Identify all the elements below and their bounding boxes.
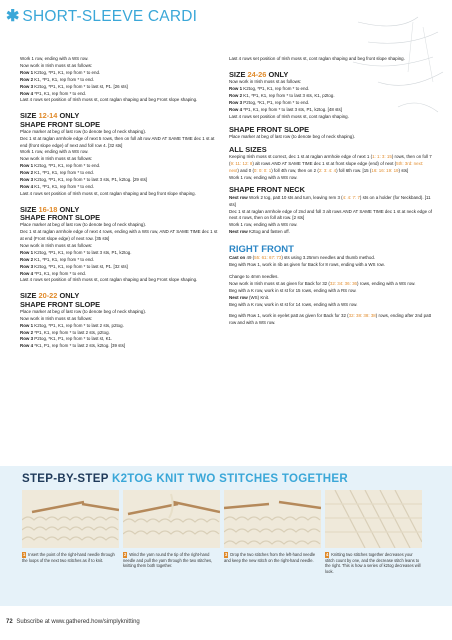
text-line: Place marker at beg of last row (to denote beg of neck shaping). (20, 128, 147, 134)
step-photo-2 (123, 490, 220, 548)
text-line: Beg with Row 1, work in eyelet patt as given for Back for 32 (32: 38: 38: 38) rows, ending after 2nd patt row and with a WS row. (229, 313, 432, 326)
row-line: Row 1 K2tog, *P1, K1, rep from * to end. (20, 163, 101, 169)
text-line: Now work in Irish moss st as follows: (20, 315, 93, 321)
row-line: Row 4 *K1, P1, rep from * to last 2 sts, k2tog. [39 sts] (20, 343, 126, 349)
left-column (20, 56, 220, 350)
text-line: Last 4 rows set position of Irish moss st, cont raglan shaping and beg Front slope shaping. (20, 97, 198, 103)
subheading: SHAPE FRONT SLOPE (20, 299, 101, 309)
step-caption-4: 4 Knitting two stitches together decreases your stitch count by one, and the decrease stitch leans to the right. This is how a series of k2tog decreases will look. (325, 552, 421, 574)
row-line: Row 2 K1, *P1, K1, rep from * to last 3 sts, K1, p2tog. (229, 92, 335, 98)
text-line: Place marker at beg of last row (to denote beg of neck shaping). (229, 133, 356, 139)
row-line: Row 1 K2tog, *P1, K1, rep from * to end. (229, 86, 310, 92)
page-title: SHORT-SLEEVE CARDI (22, 8, 198, 25)
text-line: Last 4 rows set position of Irish moss st, cont raglan shaping and beg front slope shaping. (20, 190, 196, 196)
row-line: Row 2 *P1, K1, rep from * to last 2 sts, p2tog. (20, 329, 110, 335)
text-line: Now work in Irish moss st as follows: (20, 242, 93, 248)
size-heading-12-14: SIZE 12-14 ONLY (20, 111, 80, 121)
row-line: Row 3 K2tog, *P1, K1, rep from * to last 3 sts, P1, k2tog. [29 sts] (20, 177, 148, 183)
text-line: Next row Work 2 tog, patt 10 sts and turn, leaving rem 3 (4: 4: 7: 7) sts on a holder (for Neckband). [11 sts] (229, 194, 431, 207)
row-line: Row 1 K2tog, *P1, K1, rep from * to last 3 sts, P1, k2tog. (20, 249, 132, 255)
page-number: 72 (6, 619, 13, 625)
row-line: Row 4 *P1, K1, rep from * to end. (20, 270, 87, 276)
row-line: Row 2 K1, *P1, K1, rep from * to end. (20, 256, 95, 262)
section-heading-right-front: RIGHT FRONT (229, 244, 294, 256)
subheading: SHAPE FRONT SLOPE (20, 119, 101, 129)
page-header (6, 6, 197, 28)
size-heading-24-26: SIZE 24-26 ONLY (229, 69, 289, 79)
text-line: Change to 4mm needles. (229, 273, 279, 279)
size-heading-20-22: SIZE 20-22 ONLY (20, 291, 80, 301)
step-photo-3 (224, 490, 321, 548)
text-line: Next row K2tog and fasten off. (229, 229, 290, 235)
text-line: Work 1 row, ending with a WS row. (20, 56, 89, 61)
text-line: Work 1 row, ending with a WS row. (229, 222, 298, 228)
subheading: SHAPE FRONT NECK (229, 185, 305, 195)
step-photo-4 (325, 490, 422, 548)
asterisk-icon: ✱ (6, 8, 20, 25)
size-heading-16-18: SIZE 16-18 ONLY (20, 204, 80, 214)
row-line: Row 3 K2tog, *P1, K1, rep from * to last st, P1. [26 sts] (20, 83, 128, 89)
step-photo-1 (22, 490, 119, 548)
row-line: Row 4 K1, *P1, K1, rep from * to end. (20, 184, 95, 189)
text-line: Now work in Irish moss st as follows: (20, 156, 93, 162)
text-line: Last 4 rows set position of Irish moss st, cont raglan shaping and beg front slope shaping. (229, 56, 405, 61)
text-line: Place marker at beg of last row (to denote beg of neck shaping). (20, 222, 147, 228)
subheading: ALL SIZES (229, 144, 267, 154)
step-caption-3: 3 Drop the two stitches from the left-hand needle and keep the new stitch on the right-hand needle. (224, 552, 316, 563)
page-footer (6, 619, 140, 625)
text-line: Last 4 rows set position of Irish moss st, cont raglan shaping and beg Front slope shaping. (20, 277, 198, 283)
step-by-step-title: STEP-BY-STEP K2TOG KNIT TWO STITCHES TOGETHER (22, 473, 348, 485)
subheading: SHAPE FRONT SLOPE (229, 124, 310, 134)
text-line: Beg with a K row, work in st st for 14 rows, ending with a WS row. (229, 301, 358, 307)
row-line: Row 3 P2tog, *K1, P1, rep from * to last st, K1. (20, 336, 113, 342)
text-line: Place marker at beg of last row (to denote beg of neck shaping). (20, 308, 147, 314)
row-line: Row 3 K2tog, *P1, K1, rep from * to last st, P1. [32 sts] (20, 263, 128, 269)
text-line: Dec 1 st at raglan armhole edge of next 5 rows, then on foll alt row AND AT SAME TIME dec 1 st at end (front slope edge) of next and foll row 4. [32 sts] (20, 135, 215, 148)
text-line: Next row (WS) Knit. (229, 294, 270, 300)
subheading: SHAPE FRONT SLOPE (20, 213, 101, 223)
text-line: Now work in Irish moss st as follows: (229, 79, 302, 85)
row-line: Row 4 *P1, K1, rep from * to end. (20, 90, 87, 96)
row-line: Row 2 K1, *P1, K1, rep from * to end. (20, 170, 95, 176)
step-caption-2: 2 Wind the yarn round the tip of the right-hand needle and pull the yarn through the two stitches, knitting them both together. (123, 552, 213, 569)
row-line: Row 3 P2tog, *K1, P1, rep from * to end. (229, 99, 310, 105)
text-line: Now work in Irish moss st as given for Back for 32 (32: 34: 36: 36) rows, ending with a WS row. (229, 280, 416, 286)
text-line: Last 4 rows set position of Irish moss st, cont raglan shaping. (229, 113, 349, 119)
text-line: Dec 1 st at raglan armhole edge of next 4 rows, ending with a WS row, AND AT SAME TIME dec 1 st at end (Front slope edge) of next row. [35 sts] (20, 229, 218, 242)
text-line: Cast on 49 (55: 61: 67: 73) sts using 3.25mm needles and thumb method. (229, 255, 376, 261)
row-line: Row 1 K2tog, *P1, K1, rep from * to last 2 sts, p2tog. (20, 322, 124, 328)
text-line: Work 1 row, ending with a WS row. (229, 174, 298, 180)
text-line: Beg with a K row, work in st st for 15 rows, ending with a RS row. (229, 287, 357, 293)
row-line: Row 1 K2tog, *P1, K1, rep from * to end. (20, 69, 101, 75)
row-line: Row 4 *P1, K1, rep from * to last 3 sts, P1, k2tog. [48 sts] (229, 106, 342, 112)
text-line: Now work in Irish moss st as follows: (20, 62, 93, 68)
text-line: Beg with Row 1, work in rib as given for Back for 8 rows, ending with a WS row. (229, 262, 385, 268)
step-caption-1: 1 Insert the point of the right-hand needle through the loops of the next two stitches as if to knit. (22, 552, 115, 563)
text-line: Work 1 row, ending with a WS row. (20, 149, 89, 155)
right-column (229, 56, 434, 327)
subscribe-link[interactable]: Subscribe at www.gathered.how/simplyknitting (16, 619, 140, 625)
row-line: Row 2 K1, *P1, K1, rep from * to end. (20, 76, 95, 82)
text-line: Dec 1 st at raglan armhole edge of 2nd and foll 3 alt rows AND AT SAME TIME dec 1 st at neck edge of next 4 rows, then on foll alt row. [2 sts] (229, 208, 432, 221)
text-line: Keeping Irish moss st correct, dec 1 st at raglan armhole edge of next 1 (1: 1: 3: 15) rows, then on foll 7 (9: 11: 12: 8) alt rows AND AT SAME TIME dec 1 st at front slope edge (end) of next (5th: 3rd: next: next) and 0 (0: 0: 0: 1) foll 4th row, then on 2 (2: 3: 4: 4) foll 6th row. [15 (16: 16: 19: 19) sts] (229, 153, 432, 173)
